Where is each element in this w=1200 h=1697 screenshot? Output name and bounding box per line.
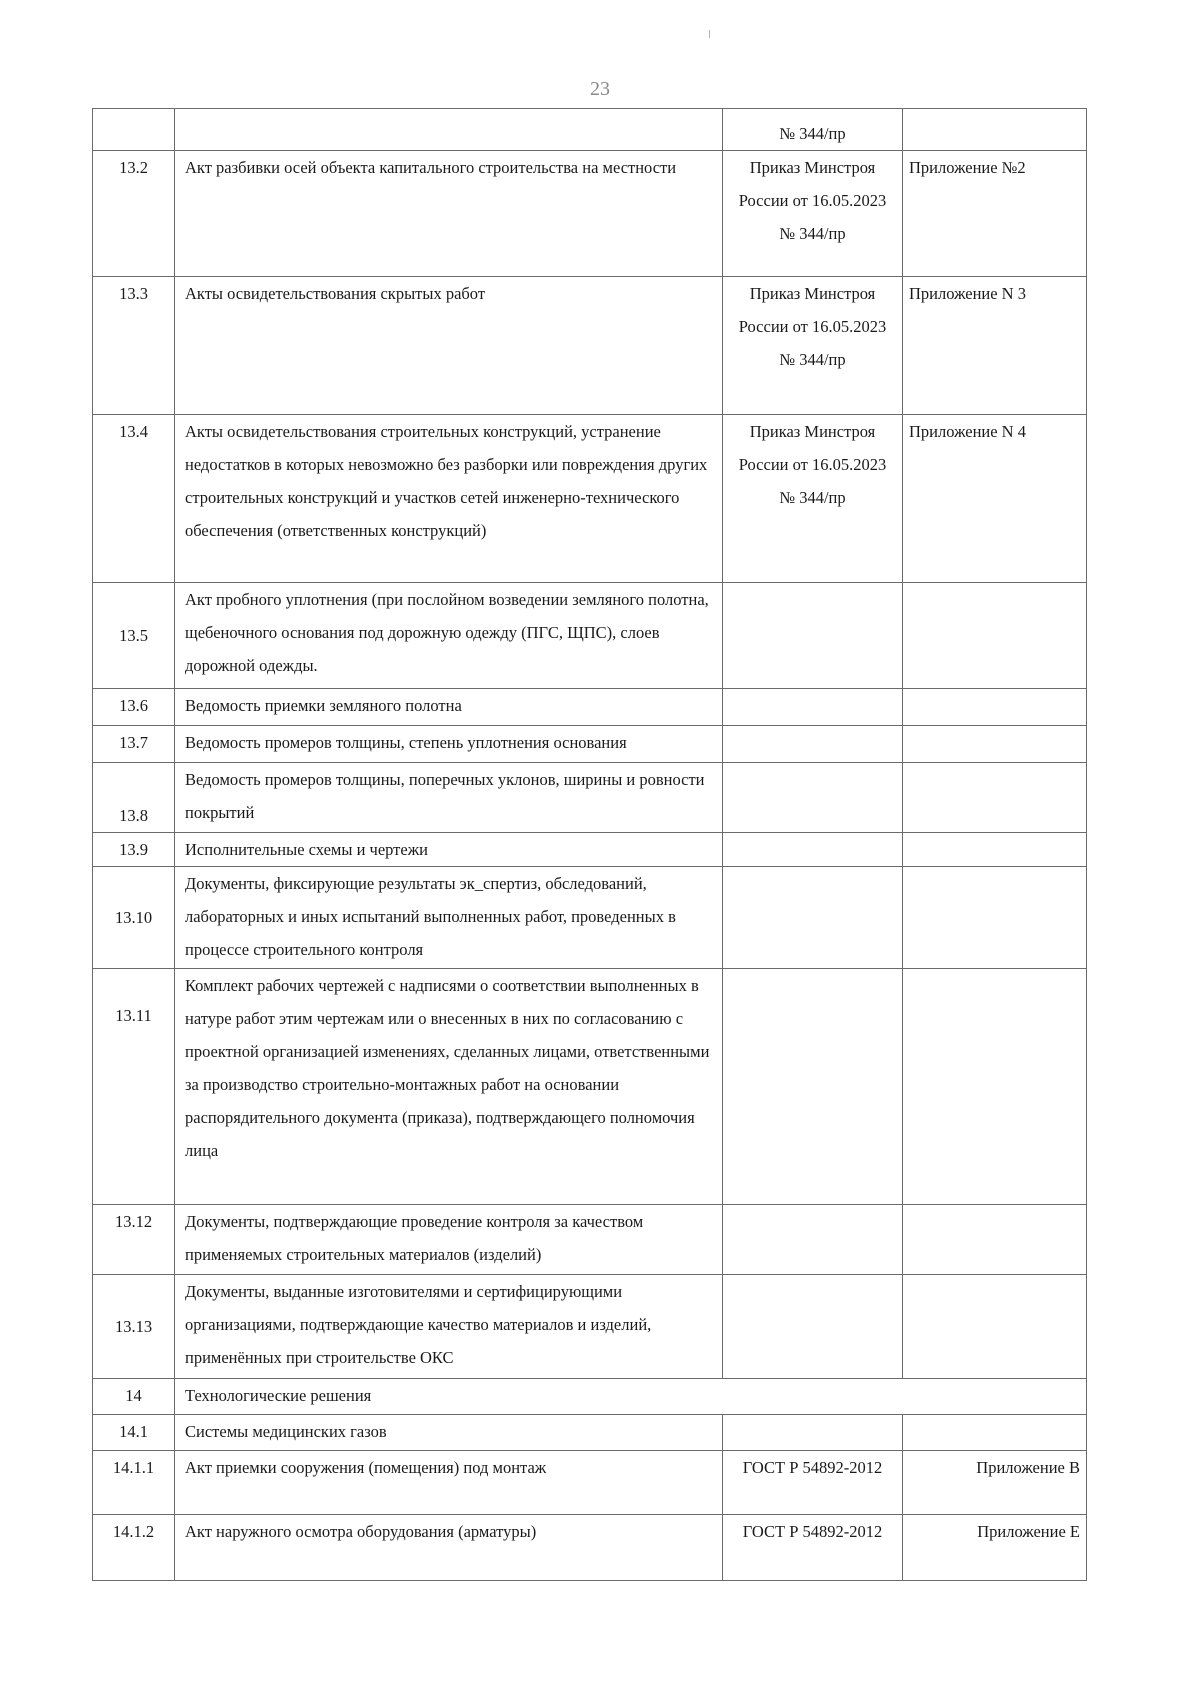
row-name: Ведомость промеров толщины, степень уплотнения основания <box>175 726 723 763</box>
row-name: Акт разбивки осей объекта капитального строительства на местности <box>175 151 723 277</box>
row-basis <box>723 1275 903 1379</box>
row-note: Приложение №2 <box>903 151 1087 277</box>
row-note <box>903 689 1087 726</box>
row-name: Документы, подтверждающие проведение контроля за качеством применяемых строительных материалов (изделий) <box>175 1205 723 1275</box>
row-note: Приложение Е <box>903 1515 1087 1581</box>
row-number: 13.12 <box>93 1205 175 1275</box>
row-basis <box>723 689 903 726</box>
row-number: 14 <box>93 1379 175 1415</box>
row-name <box>175 109 723 151</box>
row-name: Ведомость промеров толщины, поперечных уклонов, ширины и ровности покрытий <box>175 763 723 833</box>
document-table <box>92 108 1087 1581</box>
row-note <box>903 867 1087 969</box>
row-note <box>903 1275 1087 1379</box>
row-number: 13.9 <box>93 833 175 867</box>
row-note: Приложение N 3 <box>903 277 1087 415</box>
row-note <box>903 583 1087 689</box>
row-basis: Приказ Минстроя России от 16.05.2023 № 344/пр <box>723 277 903 415</box>
table-row <box>93 1451 1087 1515</box>
row-name: Документы, фиксирующие результаты эк_спертиз, обследований, лабораторных и иных испытаний выполненных работ, проведенных в процессе строительного контроля <box>175 867 723 969</box>
table-row <box>93 1205 1087 1275</box>
table-row <box>93 1515 1087 1581</box>
row-number: 13.7 <box>93 726 175 763</box>
row-number: 13.4 <box>93 415 175 583</box>
row-number: 13.10 <box>93 867 175 969</box>
row-basis <box>723 583 903 689</box>
row-name: Акт пробного уплотнения (при послойном возведении земляного полотна, щебеночного основания под дорожную одежду (ПГС, ЩПС), слоев дорожной одежды. <box>175 583 723 689</box>
row-number: 14.1.1 <box>93 1451 175 1515</box>
table-row <box>93 151 1087 277</box>
page-number: 23 <box>590 78 610 100</box>
table-row <box>93 833 1087 867</box>
table-row <box>93 1275 1087 1379</box>
row-number: 13.13 <box>93 1275 175 1379</box>
table-row <box>93 763 1087 833</box>
row-name: Документы, выданные изготовителями и сертифицирующими организациями, подтверждающие качество материалов и изделий, применённых при строительстве ОКС <box>175 1275 723 1379</box>
row-basis: ГОСТ Р 54892-2012 <box>723 1451 903 1515</box>
row-basis <box>723 1205 903 1275</box>
row-basis <box>723 109 903 151</box>
table-row <box>93 415 1087 583</box>
row-name: Комплект рабочих чертежей с надписями о соответствии выполненных в натуре работ этим чертежам или о внесенных в них по согласованию с проектной организацией изменениях, сделанных лицами, ответственными за производство строительно-монтажных работ на основании распорядительного документа (приказа), подтверждающего полномочия лица <box>175 969 723 1205</box>
row-basis: Приказ Минстроя России от 16.05.2023 № 344/пр <box>723 151 903 277</box>
table-row <box>93 969 1087 1205</box>
table-row <box>93 1415 1087 1451</box>
row-name: Исполнительные схемы и чертежи <box>175 833 723 867</box>
row-name: Ведомость приемки земляного полотна <box>175 689 723 726</box>
row-name: Акт приемки сооружения (помещения) под монтаж <box>175 1451 723 1515</box>
row-basis: Приказ Минстроя России от 16.05.2023 № 344/пр <box>723 415 903 583</box>
row-note <box>903 969 1087 1205</box>
table-row-section <box>93 1379 1087 1415</box>
row-basis: ГОСТ Р 54892-2012 <box>723 1515 903 1581</box>
row-basis <box>723 833 903 867</box>
scan-mark <box>709 30 710 38</box>
row-number: 13.8 <box>93 763 175 833</box>
row-basis <box>723 867 903 969</box>
row-number: 13.3 <box>93 277 175 415</box>
table-row <box>93 689 1087 726</box>
row-note: Приложение В <box>903 1451 1087 1515</box>
row-number: 13.5 <box>93 583 175 689</box>
row-note <box>903 1205 1087 1275</box>
row-number: 14.1 <box>93 1415 175 1451</box>
row-number: 14.1.2 <box>93 1515 175 1581</box>
row-number: 13.11 <box>93 969 175 1205</box>
row-note <box>903 833 1087 867</box>
table-row <box>93 867 1087 969</box>
row-number <box>93 109 175 151</box>
row-note: Приложение N 4 <box>903 415 1087 583</box>
row-number: 13.2 <box>93 151 175 277</box>
row-name: Системы медицинских газов <box>175 1415 723 1451</box>
row-name: Акты освидетельствования строительных конструкций, устранение недостатков в которых невозможно без разборки или повреждения других строительных конструкций и участков сетей инженерно-технического обеспечения (ответственных конструкций) <box>175 415 723 583</box>
table-row <box>93 277 1087 415</box>
row-name: Акты освидетельствования скрытых работ <box>175 277 723 415</box>
row-note <box>903 763 1087 833</box>
basis-text: № 344/пр <box>779 124 846 143</box>
row-basis <box>723 1415 903 1451</box>
row-note <box>903 726 1087 763</box>
row-note <box>903 109 1087 151</box>
row-number: 13.6 <box>93 689 175 726</box>
row-note <box>903 1415 1087 1451</box>
table-row <box>93 583 1087 689</box>
table-row <box>93 726 1087 763</box>
row-basis <box>723 726 903 763</box>
table-row-continuation <box>93 109 1087 151</box>
row-basis <box>723 763 903 833</box>
row-name: Технологические решения <box>175 1379 1087 1415</box>
row-name: Акт наружного осмотра оборудования (арматуры) <box>175 1515 723 1581</box>
row-basis <box>723 969 903 1205</box>
